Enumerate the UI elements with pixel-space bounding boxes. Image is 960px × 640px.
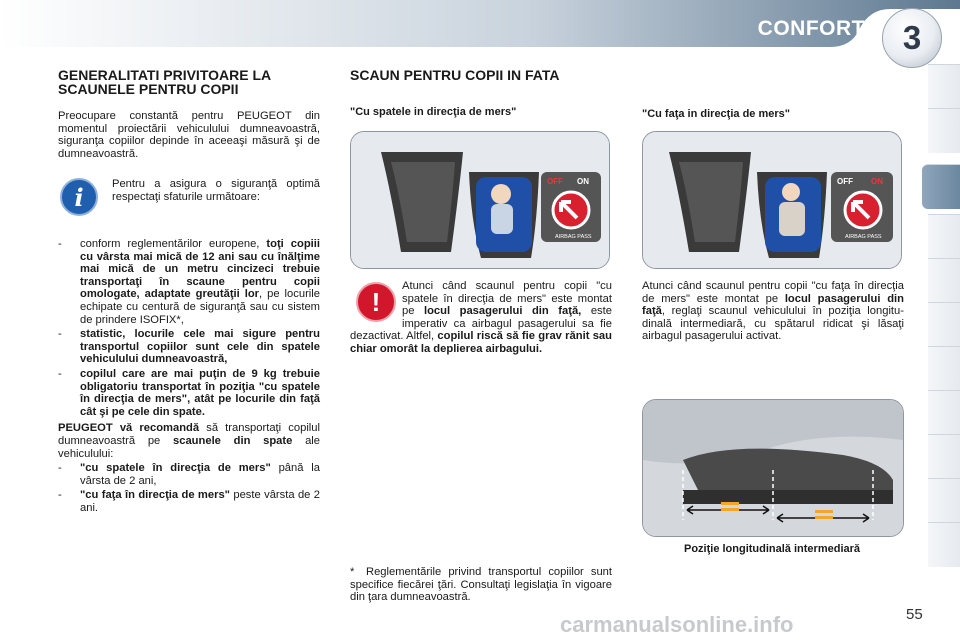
warning-icon: ! [356, 282, 396, 322]
forward-facing-seat-photo [642, 131, 902, 269]
list-item: - statistic, locurile cele mai sigure pentru transportul copiilor sunt cele din spatele vehiculului dumneavoastră, [58, 328, 320, 366]
chapter-tab[interactable] [928, 390, 960, 435]
airbag-on-label: ON [871, 177, 883, 186]
section-heading-left: GENERALITATI PRIVITOARE LA SCAUNELE PENTRU COPII [58, 67, 271, 97]
forward-facing-paragraph: Atunci când scaunul pentru copii "cu faţa în direcţia de mers" este montat pe locul pasagerului din faţă, reglaţi scaunul vehiculului în poziţia longitudinală intermediară, cu spătarul ridicat şi lăsaţi airbagul pasagerului activat. [642, 280, 904, 343]
chapter-tabs [928, 64, 960, 584]
warning-paragraph: Atunci când scaunul pentru copii "cu spatele în direcţia de mers" este montat pe locul pasagerului din faţă, este imperativ ca airbagul pasagerului sa fie dezactivat. Altfel, copilul riscă să fie grav rănit sau chiar omorât la deplierea airbagului. [350, 280, 612, 355]
footnote: * Reglementările privind transportul copiilor sunt specifice fiecărei ţări. Consultaţi legislaţia în vigoare din ţara dumneavoastră. [350, 566, 612, 604]
chapter-tab[interactable] [928, 522, 960, 567]
airbag-pass-label: AIRBAG PASS [555, 234, 592, 240]
chapter-tab[interactable] [928, 108, 960, 153]
seat-position-illustration [643, 400, 903, 536]
airbag-off-label: OFF [547, 177, 563, 186]
airbag-pass-label: AIRBAG PASS [845, 234, 882, 240]
chapter-tab[interactable] [928, 346, 960, 391]
chapter-title: CONFORT [757, 17, 865, 40]
rear-facing-seat-illustration [351, 132, 609, 268]
list-item: - copilul care are mai puţin de 9 kg trebuie obligatoriu transportat în poziţia "cu spatele în direcţia de mers", atât pe locurile din faţă cât şi pe cele din spate. [58, 368, 320, 418]
forward-facing-seat-illustration [643, 132, 901, 268]
section-heading-right: SCAUN PENTRU COPII IN FATA [350, 67, 560, 83]
list-item: - conform reglementărilor europene, toţi copiii cu vârsta mai mică de 12 ani sau cu înălţime mai mică de un metru cincizeci trebuie transportaţi în scaune pentru copii omologate, adaptate greutăţii lor, pe locurile echipate cu centură de siguranţă sau cu sistem de prindere ISOFIX*, [58, 238, 320, 326]
forward-facing-subheading: "Cu faţa in direcţia de mers" [642, 108, 790, 120]
chapter-tab[interactable] [928, 214, 960, 259]
watermark: carmanualsonline.info [560, 612, 794, 637]
list-item: - "cu spatele în direcţia de mers" până la vârsta de 2 ani, [58, 462, 320, 487]
chapter-tab[interactable] [928, 302, 960, 347]
info-text: Pentru a asigura o siguranţă optimă respectaţi sfaturile următoare: [112, 178, 320, 203]
chapter-tab-active[interactable] [922, 164, 960, 209]
chapter-number-badge: 3 [882, 8, 942, 68]
rear-facing-seat-photo [350, 131, 610, 269]
page-number: 55 [906, 606, 923, 623]
info-icon: i [60, 178, 98, 216]
airbag-off-label: OFF [837, 177, 853, 186]
seat-position-caption: Poziţie longitudinală intermediară [683, 543, 861, 555]
chapter-tab[interactable] [928, 64, 960, 109]
chapter-tab[interactable] [928, 258, 960, 303]
intro-paragraph: Preocupare constantă pentru PEUGEOT din momentul proiectării vehiculului dumneavoastră, siguranţa copiilor depinde în aceeaşi măsură şi de dumneavoastră. [58, 110, 320, 160]
rear-facing-subheading: "Cu spatele in direcţia de mers" [350, 106, 517, 118]
chapter-tab[interactable] [928, 478, 960, 523]
recommendation: PEUGEOT vă recomandă să transportaţi copilul dumneavoastră pe scaunele din spate ale vehiculului: [58, 422, 320, 460]
seat-position-photo [642, 399, 904, 537]
advice-list [58, 238, 320, 516]
airbag-on-label: ON [577, 177, 589, 186]
chapter-tab[interactable] [928, 434, 960, 479]
list-item: - "cu faţa în direcţia de mers" peste vârsta de 2 ani. [58, 489, 320, 514]
